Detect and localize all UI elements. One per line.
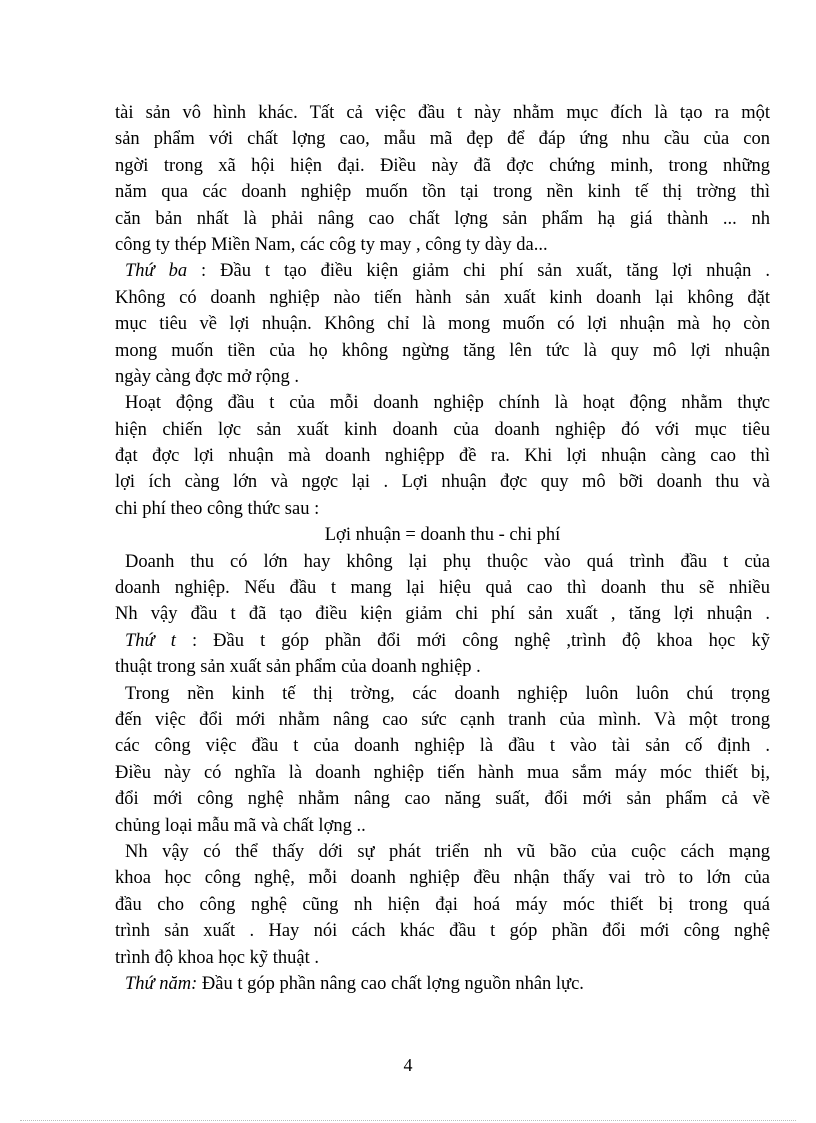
- text-line: [115, 786, 770, 812]
- section-lead: Thứ năm:: [125, 973, 198, 994]
- line-text: trình sản xuất . Hay nói cách khác đầu t góp phần đổi mới công nghệ: [115, 921, 770, 942]
- text-line: [115, 839, 770, 865]
- text-line: [115, 285, 770, 311]
- text-line: [115, 390, 770, 416]
- text-line: [115, 258, 770, 284]
- text-line: [115, 654, 770, 680]
- line-text: các công việc đầu t của doanh nghiệp là đầu t vào tài sản cố định .: [115, 736, 770, 757]
- text-line: [115, 153, 770, 179]
- line-text: mong muốn tiền của họ không ngừng tăng lên tức là quy mô lợi nhuận: [115, 340, 770, 361]
- line-text: đến việc đổi mới nhằm nâng cao sức cạnh tranh của mình. Và một trong: [115, 709, 770, 730]
- line-text: sản phẩm với chất lợng cao, mẫu mã đẹp để đáp ứng nhu cầu của con: [115, 129, 770, 150]
- text-line: [115, 971, 770, 997]
- text-line: [115, 417, 770, 443]
- line-text: đổi mới công nghệ nhằm nâng cao năng suất, đổi mới sản phẩm cả về: [115, 789, 770, 810]
- line-text: công ty thép Miền Nam, các côg ty may , công ty dày da...: [115, 234, 548, 255]
- line-text: đầu cho công nghệ cũng nh hiện đại hoá máy móc thiết bị trong quá: [115, 894, 770, 915]
- text-line: [115, 311, 770, 337]
- text-line: [115, 945, 770, 971]
- line-text: năm qua các doanh nghiệp muốn tồn tại trong nền kinh tế thị trờng thì: [115, 182, 770, 203]
- line-text: hiện chiến lợc sản xuất kinh doanh của doanh nghiệp đó với mục tiêu: [115, 419, 770, 440]
- page-number: 4: [403, 1055, 413, 1075]
- line-text: : Đầu t tạo điều kiện giảm chi phí sản xuất, tăng lợi nhuận .: [187, 261, 770, 282]
- text-line: [115, 232, 770, 258]
- text-line: [115, 443, 770, 469]
- line-text: ngày càng đợc mở rộng .: [115, 366, 299, 387]
- formula-line: [115, 522, 770, 548]
- line-text: thuật trong sản xuất sản phẩm của doanh nghiệp .: [115, 657, 481, 678]
- line-text: : Đầu t góp phần đổi mới công nghệ ,trình độ khoa học kỹ: [175, 630, 770, 651]
- text-line: [115, 918, 770, 944]
- text-line: [115, 549, 770, 575]
- line-text: chủng loại mẫu mã và chất lợng ..: [115, 815, 366, 836]
- line-text: Doanh thu có lớn hay không lại phụ thuộc vào quá trình đầu t của: [125, 551, 770, 572]
- text-line: [115, 892, 770, 918]
- line-text: lợi ích càng lớn và ngợc lại . Lợi nhuận đợc quy mô bỡi doanh thu và: [115, 472, 770, 493]
- text-line: [115, 575, 770, 601]
- line-text: Hoạt động đầu t của mỗi doanh nghiệp chính là hoạt động nhằm thực: [125, 393, 770, 414]
- text-line: [115, 628, 770, 654]
- footer-divider: [20, 1120, 796, 1121]
- section-lead: Thứ ba: [125, 261, 188, 282]
- text-line: [115, 469, 770, 495]
- text-line: [115, 496, 770, 522]
- line-text: Lợi nhuận = doanh thu - chi phí: [324, 525, 561, 546]
- text-line: [115, 100, 770, 126]
- line-text: Đầu t góp phần nâng cao chất lợng nguồn nhân lực.: [197, 973, 584, 994]
- text-line: [115, 338, 770, 364]
- line-text: khoa học công nghệ, mỗi doanh nghiệp đều nhận thấy vai trò to lớn của: [115, 868, 770, 889]
- section-lead: Thứ t: [125, 630, 176, 651]
- line-text: đạt đợc lợi nhuận mà doanh nghiệpp đề ra. Khi lợi nhuận càng cao thì: [115, 446, 770, 467]
- line-text: Không có doanh nghiệp nào tiến hành sản xuất kinh doanh lại không đặt: [115, 287, 770, 308]
- text-line: [115, 681, 770, 707]
- line-text: tài sản vô hình khác. Tất cả việc đầu t này nhằm mục đích là tạo ra một: [115, 103, 770, 123]
- line-text: Điều này có nghĩa là doanh nghiệp tiến hành mua sắm máy móc thiết bị,: [115, 762, 770, 783]
- text-line: [115, 206, 770, 232]
- text-line: [115, 601, 770, 627]
- line-text: căn bản nhất là phải nâng cao chất lợng sản phẩm hạ giá thành ... nh: [115, 208, 770, 229]
- text-line: [115, 364, 770, 390]
- text-line: [115, 707, 770, 733]
- line-text: ngời trong xã hội hiện đại. Điều này đã đợc chứng minh, trong những: [115, 155, 770, 176]
- line-text: Nh vậy có thể thấy dới sự phát triển nh vũ bão của cuộc cách mạng: [125, 841, 770, 862]
- text-line: [115, 865, 770, 891]
- line-text: doanh nghiệp. Nếu đầu t mang lại hiệu quả cao thì doanh thu sẽ nhiều: [115, 578, 770, 599]
- line-text: Trong nền kinh tế thị trờng, các doanh nghiệp luôn luôn chú trọng: [125, 683, 770, 704]
- text-line: [115, 813, 770, 839]
- line-text: mục tiêu về lợi nhuận. Không chỉ là mong muốn có lợi nhuận mà họ còn: [115, 314, 770, 335]
- body-text: [115, 100, 770, 997]
- text-line: [115, 760, 770, 786]
- text-line: [115, 733, 770, 759]
- text-line: [115, 179, 770, 205]
- text-line: [115, 126, 770, 152]
- line-text: Nh vậy đầu t đã tạo điều kiện giảm chi phí sản xuất , tăng lợi nhuận .: [115, 604, 770, 625]
- line-text: chi phí theo công thức sau :: [115, 498, 320, 519]
- line-text: trình độ khoa học kỹ thuật .: [115, 947, 319, 968]
